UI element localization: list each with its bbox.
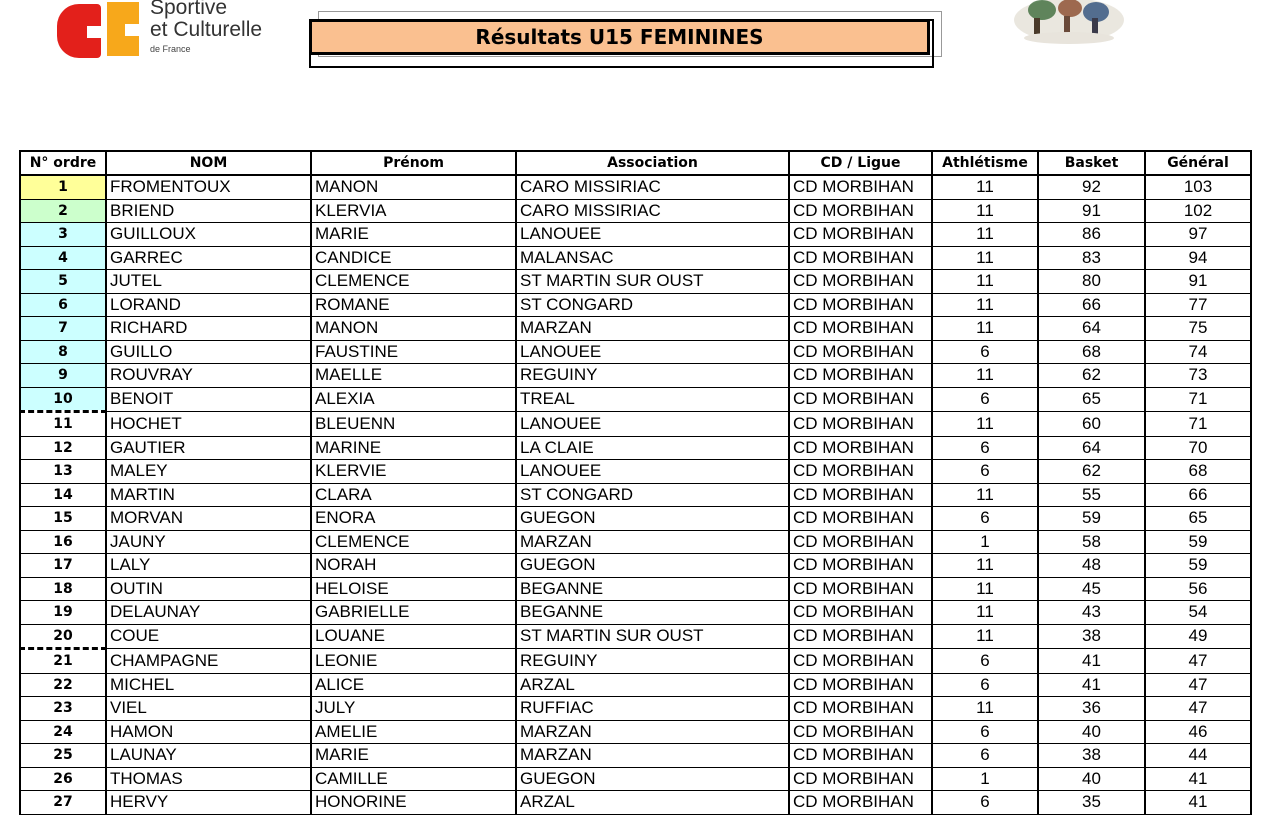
league-cell: CD MORBIHAN bbox=[789, 246, 932, 270]
page-title: Résultats U15 FEMININES bbox=[475, 25, 764, 49]
last-name-cell: JUTEL bbox=[106, 270, 311, 294]
last-name-cell: HERVY bbox=[106, 791, 311, 815]
athletics-score-cell: 11 bbox=[932, 412, 1038, 437]
basket-score-cell: 41 bbox=[1038, 673, 1145, 697]
basket-score-cell: 92 bbox=[1038, 175, 1145, 199]
header-association: Association bbox=[516, 151, 789, 175]
association-cell: LA CLAIE bbox=[516, 436, 789, 460]
table-row bbox=[20, 744, 1251, 768]
header-basket: Basket bbox=[1038, 151, 1145, 175]
overall-score-cell: 102 bbox=[1145, 199, 1251, 223]
overall-score-cell: 66 bbox=[1145, 483, 1251, 507]
first-name-cell: CAMILLE bbox=[311, 767, 516, 791]
athletics-score-cell: 1 bbox=[932, 767, 1038, 791]
last-name-cell: GUILLOUX bbox=[106, 223, 311, 247]
last-name-cell: MARTIN bbox=[106, 483, 311, 507]
organization-logo bbox=[55, 0, 295, 62]
basket-score-cell: 58 bbox=[1038, 530, 1145, 554]
association-cell: CARO MISSIRIAC bbox=[516, 175, 789, 199]
rank-cell: 6 bbox=[20, 293, 106, 317]
rank-cell: 11 bbox=[20, 412, 106, 437]
table-row bbox=[20, 340, 1251, 364]
athletics-score-cell: 11 bbox=[932, 577, 1038, 601]
basket-score-cell: 35 bbox=[1038, 791, 1145, 815]
basket-score-cell: 60 bbox=[1038, 412, 1145, 437]
overall-score-cell: 68 bbox=[1145, 460, 1251, 484]
table-row bbox=[20, 317, 1251, 341]
first-name-cell: ROMANE bbox=[311, 293, 516, 317]
first-name-cell: MARIE bbox=[311, 223, 516, 247]
table-row bbox=[20, 483, 1251, 507]
league-cell: CD MORBIHAN bbox=[789, 340, 932, 364]
table-row bbox=[20, 270, 1251, 294]
rank-cell: 15 bbox=[20, 507, 106, 531]
first-name-cell: GABRIELLE bbox=[311, 601, 516, 625]
league-cell: CD MORBIHAN bbox=[789, 767, 932, 791]
header-rank: N° ordre bbox=[20, 151, 106, 175]
rank-cell: 18 bbox=[20, 577, 106, 601]
results-table bbox=[19, 150, 1252, 815]
association-cell: ST CONGARD bbox=[516, 293, 789, 317]
table-row bbox=[20, 601, 1251, 625]
last-name-cell: LAUNAY bbox=[106, 744, 311, 768]
overall-score-cell: 56 bbox=[1145, 577, 1251, 601]
association-cell: CARO MISSIRIAC bbox=[516, 199, 789, 223]
athletics-score-cell: 6 bbox=[932, 436, 1038, 460]
table-row bbox=[20, 199, 1251, 223]
athletics-score-cell: 11 bbox=[932, 223, 1038, 247]
basket-score-cell: 43 bbox=[1038, 601, 1145, 625]
athletics-score-cell: 6 bbox=[932, 387, 1038, 412]
overall-score-cell: 91 bbox=[1145, 270, 1251, 294]
basket-score-cell: 62 bbox=[1038, 364, 1145, 388]
table-row bbox=[20, 246, 1251, 270]
first-name-cell: HONORINE bbox=[311, 791, 516, 815]
logo-text-line3: de France bbox=[150, 44, 191, 54]
first-name-cell: FAUSTINE bbox=[311, 340, 516, 364]
athletics-score-cell: 11 bbox=[932, 554, 1038, 578]
league-cell: CD MORBIHAN bbox=[789, 649, 932, 674]
overall-score-cell: 49 bbox=[1145, 624, 1251, 649]
association-cell: LANOUEE bbox=[516, 460, 789, 484]
overall-score-cell: 47 bbox=[1145, 649, 1251, 674]
last-name-cell: DELAUNAY bbox=[106, 601, 311, 625]
athletics-score-cell: 11 bbox=[932, 364, 1038, 388]
athletics-score-cell: 11 bbox=[932, 601, 1038, 625]
last-name-cell: GUILLO bbox=[106, 340, 311, 364]
table-row bbox=[20, 507, 1251, 531]
association-cell: TREAL bbox=[516, 387, 789, 412]
athletics-score-cell: 6 bbox=[932, 649, 1038, 674]
first-name-cell: MAELLE bbox=[311, 364, 516, 388]
basket-score-cell: 64 bbox=[1038, 436, 1145, 460]
first-name-cell: MANON bbox=[311, 175, 516, 199]
basket-score-cell: 62 bbox=[1038, 460, 1145, 484]
league-cell: CD MORBIHAN bbox=[789, 624, 932, 649]
association-cell: BEGANNE bbox=[516, 577, 789, 601]
association-cell: ARZAL bbox=[516, 673, 789, 697]
first-name-cell: LEONIE bbox=[311, 649, 516, 674]
rank-cell: 3 bbox=[20, 223, 106, 247]
basket-score-cell: 41 bbox=[1038, 649, 1145, 674]
title-banner bbox=[309, 19, 930, 55]
league-cell: CD MORBIHAN bbox=[789, 223, 932, 247]
association-cell: MARZAN bbox=[516, 317, 789, 341]
first-name-cell: CLEMENCE bbox=[311, 530, 516, 554]
logo-text-line2: et Culturelle bbox=[150, 18, 263, 41]
association-cell: ARZAL bbox=[516, 791, 789, 815]
league-cell: CD MORBIHAN bbox=[789, 460, 932, 484]
header-league: CD / Ligue bbox=[789, 151, 932, 175]
first-name-cell: CANDICE bbox=[311, 246, 516, 270]
athletics-score-cell: 11 bbox=[932, 293, 1038, 317]
rank-cell: 26 bbox=[20, 767, 106, 791]
table-row bbox=[20, 767, 1251, 791]
last-name-cell: ROUVRAY bbox=[106, 364, 311, 388]
association-cell: ST MARTIN SUR OUST bbox=[516, 624, 789, 649]
rank-cell: 10 bbox=[20, 387, 106, 412]
overall-score-cell: 46 bbox=[1145, 720, 1251, 744]
rank-cell: 2 bbox=[20, 199, 106, 223]
athletics-score-cell: 6 bbox=[932, 460, 1038, 484]
logo-text-line1: Sportive bbox=[150, 0, 228, 19]
league-cell: CD MORBIHAN bbox=[789, 199, 932, 223]
first-name-cell: HELOISE bbox=[311, 577, 516, 601]
rank-cell: 25 bbox=[20, 744, 106, 768]
rank-cell: 13 bbox=[20, 460, 106, 484]
table-row bbox=[20, 697, 1251, 721]
last-name-cell: VIEL bbox=[106, 697, 311, 721]
first-name-cell: CLEMENCE bbox=[311, 270, 516, 294]
first-name-cell: KLERVIA bbox=[311, 199, 516, 223]
overall-score-cell: 94 bbox=[1145, 246, 1251, 270]
basket-score-cell: 45 bbox=[1038, 577, 1145, 601]
table-header-row bbox=[20, 151, 1251, 175]
rank-cell: 14 bbox=[20, 483, 106, 507]
basket-score-cell: 40 bbox=[1038, 720, 1145, 744]
overall-score-cell: 97 bbox=[1145, 223, 1251, 247]
rank-cell: 19 bbox=[20, 601, 106, 625]
association-cell: RUFFIAC bbox=[516, 697, 789, 721]
rank-cell: 27 bbox=[20, 791, 106, 815]
association-cell: GUEGON bbox=[516, 554, 789, 578]
athletics-score-cell: 11 bbox=[932, 624, 1038, 649]
athletics-score-cell: 6 bbox=[932, 673, 1038, 697]
table-row bbox=[20, 577, 1251, 601]
basket-score-cell: 64 bbox=[1038, 317, 1145, 341]
association-cell: MARZAN bbox=[516, 530, 789, 554]
first-name-cell: MARINE bbox=[311, 436, 516, 460]
basket-score-cell: 80 bbox=[1038, 270, 1145, 294]
last-name-cell: GAUTIER bbox=[106, 436, 311, 460]
basket-score-cell: 83 bbox=[1038, 246, 1145, 270]
table-row bbox=[20, 223, 1251, 247]
overall-score-cell: 74 bbox=[1145, 340, 1251, 364]
athletics-score-cell: 6 bbox=[932, 744, 1038, 768]
league-cell: CD MORBIHAN bbox=[789, 293, 932, 317]
league-cell: CD MORBIHAN bbox=[789, 270, 932, 294]
association-cell: MALANSAC bbox=[516, 246, 789, 270]
league-cell: CD MORBIHAN bbox=[789, 507, 932, 531]
rank-cell: 5 bbox=[20, 270, 106, 294]
rank-cell: 7 bbox=[20, 317, 106, 341]
table-row bbox=[20, 436, 1251, 460]
last-name-cell: MORVAN bbox=[106, 507, 311, 531]
athletics-score-cell: 6 bbox=[932, 507, 1038, 531]
rank-cell: 1 bbox=[20, 175, 106, 199]
last-name-cell: COUE bbox=[106, 624, 311, 649]
association-cell: MARZAN bbox=[516, 720, 789, 744]
table-row bbox=[20, 460, 1251, 484]
league-cell: CD MORBIHAN bbox=[789, 744, 932, 768]
overall-score-cell: 77 bbox=[1145, 293, 1251, 317]
basket-score-cell: 66 bbox=[1038, 293, 1145, 317]
table-row bbox=[20, 364, 1251, 388]
table-row bbox=[20, 412, 1251, 437]
association-cell: MARZAN bbox=[516, 744, 789, 768]
association-cell: LANOUEE bbox=[516, 340, 789, 364]
rank-cell: 16 bbox=[20, 530, 106, 554]
basket-score-cell: 55 bbox=[1038, 483, 1145, 507]
league-cell: CD MORBIHAN bbox=[789, 697, 932, 721]
header-first-name: Prénom bbox=[311, 151, 516, 175]
league-cell: CD MORBIHAN bbox=[789, 673, 932, 697]
header-overall: Général bbox=[1145, 151, 1251, 175]
rank-cell: 4 bbox=[20, 246, 106, 270]
last-name-cell: JAUNY bbox=[106, 530, 311, 554]
last-name-cell: CHAMPAGNE bbox=[106, 649, 311, 674]
last-name-cell: LORAND bbox=[106, 293, 311, 317]
basket-score-cell: 59 bbox=[1038, 507, 1145, 531]
overall-score-cell: 71 bbox=[1145, 387, 1251, 412]
athletics-score-cell: 11 bbox=[932, 483, 1038, 507]
association-cell: BEGANNE bbox=[516, 601, 789, 625]
athletics-score-cell: 11 bbox=[932, 175, 1038, 199]
overall-score-cell: 103 bbox=[1145, 175, 1251, 199]
last-name-cell: FROMENTOUX bbox=[106, 175, 311, 199]
first-name-cell: AMELIE bbox=[311, 720, 516, 744]
league-cell: CD MORBIHAN bbox=[789, 412, 932, 437]
basket-score-cell: 65 bbox=[1038, 387, 1145, 412]
rank-cell: 21 bbox=[20, 649, 106, 674]
table-row bbox=[20, 673, 1251, 697]
association-cell: LANOUEE bbox=[516, 223, 789, 247]
overall-score-cell: 70 bbox=[1145, 436, 1251, 460]
last-name-cell: HAMON bbox=[106, 720, 311, 744]
overall-score-cell: 41 bbox=[1145, 767, 1251, 791]
last-name-cell: LALY bbox=[106, 554, 311, 578]
first-name-cell: LOUANE bbox=[311, 624, 516, 649]
league-cell: CD MORBIHAN bbox=[789, 577, 932, 601]
first-name-cell: ALICE bbox=[311, 673, 516, 697]
rank-cell: 24 bbox=[20, 720, 106, 744]
league-cell: CD MORBIHAN bbox=[789, 554, 932, 578]
athletics-score-cell: 11 bbox=[932, 697, 1038, 721]
rank-cell: 8 bbox=[20, 340, 106, 364]
basket-score-cell: 91 bbox=[1038, 199, 1145, 223]
table-row bbox=[20, 293, 1251, 317]
first-name-cell: ENORA bbox=[311, 507, 516, 531]
league-cell: CD MORBIHAN bbox=[789, 436, 932, 460]
table-row bbox=[20, 791, 1251, 815]
overall-score-cell: 75 bbox=[1145, 317, 1251, 341]
first-name-cell: NORAH bbox=[311, 554, 516, 578]
athletics-score-cell: 1 bbox=[932, 530, 1038, 554]
association-cell: ST MARTIN SUR OUST bbox=[516, 270, 789, 294]
athletics-score-cell: 11 bbox=[932, 270, 1038, 294]
rank-cell: 9 bbox=[20, 364, 106, 388]
rank-cell: 22 bbox=[20, 673, 106, 697]
overall-score-cell: 59 bbox=[1145, 554, 1251, 578]
table-row bbox=[20, 649, 1251, 674]
basket-score-cell: 40 bbox=[1038, 767, 1145, 791]
table-row bbox=[20, 554, 1251, 578]
overall-score-cell: 71 bbox=[1145, 412, 1251, 437]
last-name-cell: MALEY bbox=[106, 460, 311, 484]
athletics-score-cell: 6 bbox=[932, 720, 1038, 744]
runners-photo bbox=[1012, 0, 1127, 46]
rank-cell: 17 bbox=[20, 554, 106, 578]
last-name-cell: OUTIN bbox=[106, 577, 311, 601]
overall-score-cell: 44 bbox=[1145, 744, 1251, 768]
basket-score-cell: 48 bbox=[1038, 554, 1145, 578]
league-cell: CD MORBIHAN bbox=[789, 530, 932, 554]
basket-score-cell: 38 bbox=[1038, 744, 1145, 768]
association-cell: GUEGON bbox=[516, 767, 789, 791]
association-cell: REGUINY bbox=[516, 364, 789, 388]
first-name-cell: JULY bbox=[311, 697, 516, 721]
table-row bbox=[20, 530, 1251, 554]
header-athletics: Athlétisme bbox=[932, 151, 1038, 175]
basket-score-cell: 38 bbox=[1038, 624, 1145, 649]
athletics-score-cell: 11 bbox=[932, 199, 1038, 223]
overall-score-cell: 47 bbox=[1145, 673, 1251, 697]
last-name-cell: GARREC bbox=[106, 246, 311, 270]
last-name-cell: BRIEND bbox=[106, 199, 311, 223]
last-name-cell: HOCHET bbox=[106, 412, 311, 437]
league-cell: CD MORBIHAN bbox=[789, 364, 932, 388]
overall-score-cell: 54 bbox=[1145, 601, 1251, 625]
table-row bbox=[20, 720, 1251, 744]
league-cell: CD MORBIHAN bbox=[789, 175, 932, 199]
league-cell: CD MORBIHAN bbox=[789, 601, 932, 625]
association-cell: REGUINY bbox=[516, 649, 789, 674]
league-cell: CD MORBIHAN bbox=[789, 791, 932, 815]
logo-red-shape bbox=[57, 4, 101, 58]
first-name-cell: CLARA bbox=[311, 483, 516, 507]
rank-cell: 12 bbox=[20, 436, 106, 460]
header-last-name: NOM bbox=[106, 151, 311, 175]
last-name-cell: BENOIT bbox=[106, 387, 311, 412]
basket-score-cell: 36 bbox=[1038, 697, 1145, 721]
association-cell: ST CONGARD bbox=[516, 483, 789, 507]
rank-cell: 23 bbox=[20, 697, 106, 721]
league-cell: CD MORBIHAN bbox=[789, 387, 932, 412]
last-name-cell: MICHEL bbox=[106, 673, 311, 697]
association-cell: GUEGON bbox=[516, 507, 789, 531]
overall-score-cell: 65 bbox=[1145, 507, 1251, 531]
first-name-cell: ALEXIA bbox=[311, 387, 516, 412]
league-cell: CD MORBIHAN bbox=[789, 483, 932, 507]
athletics-score-cell: 6 bbox=[932, 791, 1038, 815]
table-row bbox=[20, 387, 1251, 412]
table-row bbox=[20, 624, 1251, 649]
rank-cell: 20 bbox=[20, 624, 106, 649]
last-name-cell: THOMAS bbox=[106, 767, 311, 791]
overall-score-cell: 59 bbox=[1145, 530, 1251, 554]
association-cell: LANOUEE bbox=[516, 412, 789, 437]
basket-score-cell: 68 bbox=[1038, 340, 1145, 364]
first-name-cell: BLEUENN bbox=[311, 412, 516, 437]
overall-score-cell: 41 bbox=[1145, 791, 1251, 815]
athletics-score-cell: 11 bbox=[932, 317, 1038, 341]
last-name-cell: RICHARD bbox=[106, 317, 311, 341]
athletics-score-cell: 6 bbox=[932, 340, 1038, 364]
overall-score-cell: 47 bbox=[1145, 697, 1251, 721]
league-cell: CD MORBIHAN bbox=[789, 317, 932, 341]
basket-score-cell: 86 bbox=[1038, 223, 1145, 247]
league-cell: CD MORBIHAN bbox=[789, 720, 932, 744]
first-name-cell: MARIE bbox=[311, 744, 516, 768]
table-row bbox=[20, 175, 1251, 199]
first-name-cell: KLERVIE bbox=[311, 460, 516, 484]
overall-score-cell: 73 bbox=[1145, 364, 1251, 388]
logo-orange-shape bbox=[107, 2, 139, 56]
first-name-cell: MANON bbox=[311, 317, 516, 341]
athletics-score-cell: 11 bbox=[932, 246, 1038, 270]
